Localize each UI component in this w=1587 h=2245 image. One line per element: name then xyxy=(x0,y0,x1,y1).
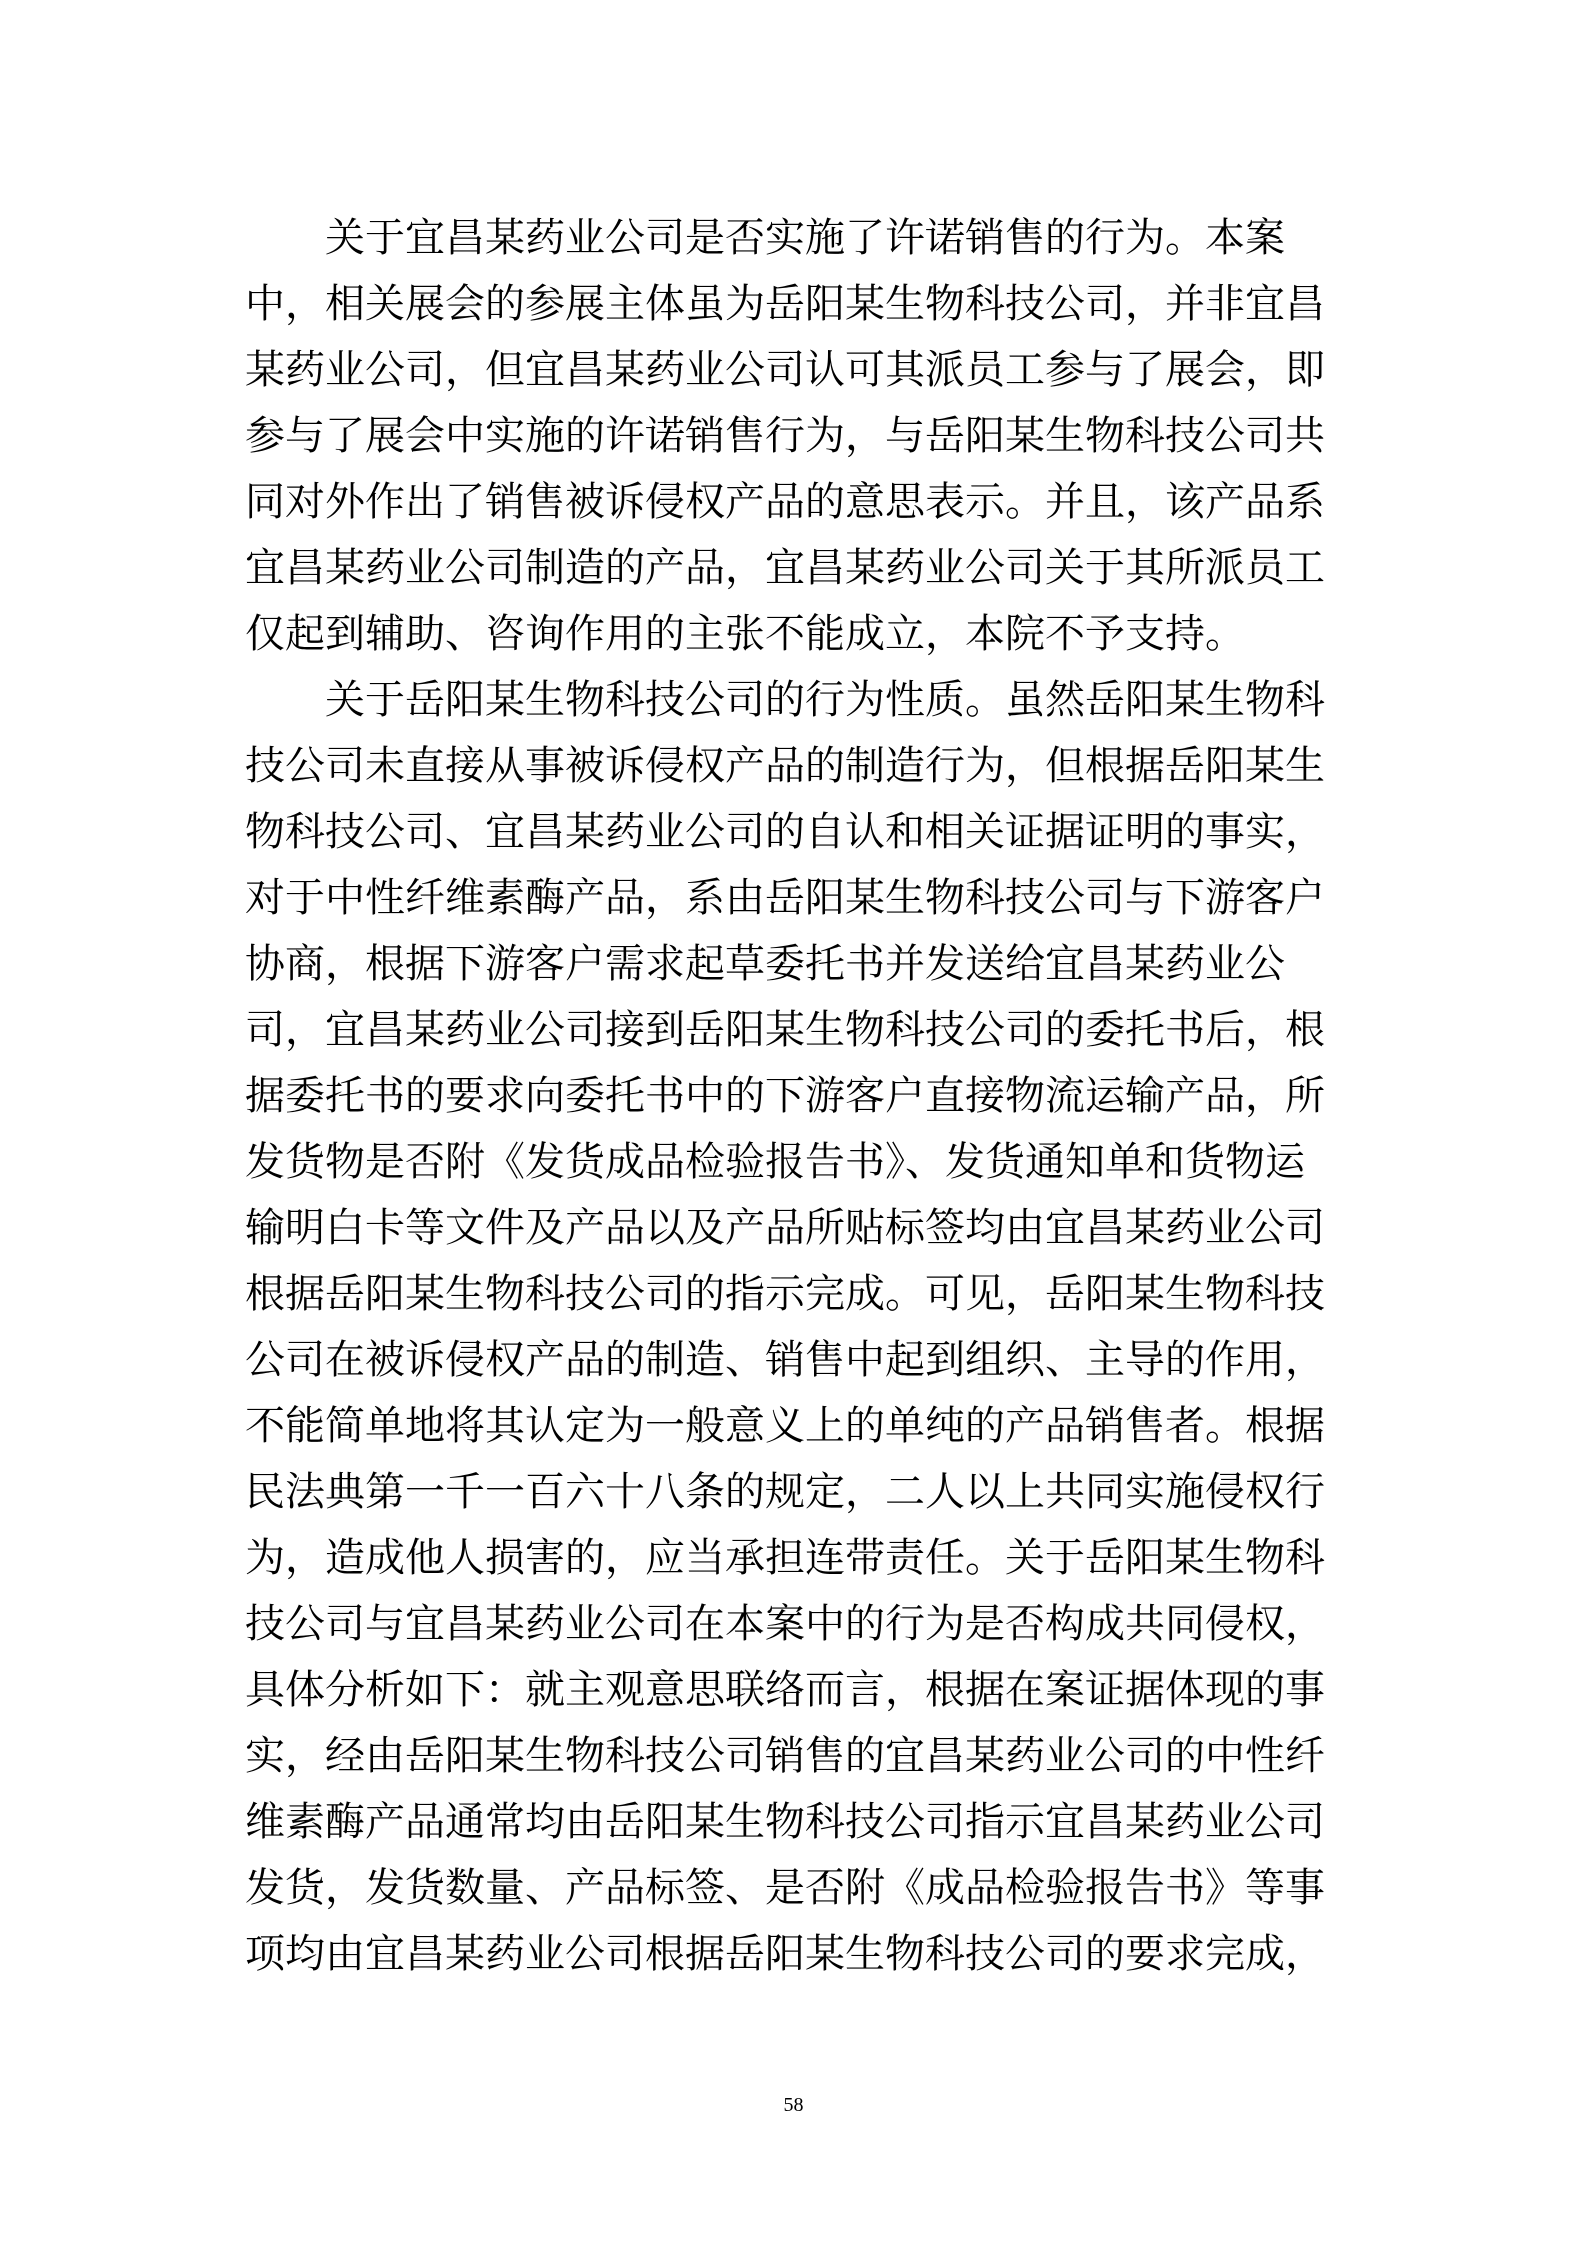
text-line: 宜昌某药业公司制造的产品，宜昌某药业公司关于其所派员工 xyxy=(245,545,1325,591)
text-line: 中，相关展会的参展主体虽为岳阳某生物科技公司，并非宜昌 xyxy=(245,281,1325,327)
paragraph-1 xyxy=(245,205,1325,667)
text-line: 某药业公司，但宜昌某药业公司认可其派员工参与了展会，即 xyxy=(245,347,1325,393)
text-line: 不能简单地将其认定为一般意义上的单纯的产品销售者。根据 xyxy=(245,1403,1325,1449)
text-line: 输明白卡等文件及产品以及产品所贴标签均由宜昌某药业公司 xyxy=(245,1205,1325,1251)
text-line: 协商，根据下游客户需求起草委托书并发送给宜昌某药业公 xyxy=(245,941,1285,987)
page-number: 58 xyxy=(783,2094,804,2116)
text-line: 项均由宜昌某药业公司根据岳阳某生物科技公司的要求完成， xyxy=(245,1931,1325,1977)
text-line: 发货，发货数量、产品标签、是否附《成品检验报告书》等事 xyxy=(245,1865,1325,1911)
paragraph-2 xyxy=(245,667,1325,1987)
text-line: 为，造成他人损害的，应当承担连带责任。关于岳阳某生物科 xyxy=(245,1535,1325,1581)
text-line: 对于中性纤维素酶产品，系由岳阳某生物科技公司与下游客户 xyxy=(245,875,1325,921)
text-line: 技公司未直接从事被诉侵权产品的制造行为，但根据岳阳某生 xyxy=(245,743,1325,789)
text-line: 物科技公司、宜昌某药业公司的自认和相关证据证明的事实， xyxy=(245,809,1325,855)
text-line: 同对外作出了销售被诉侵权产品的意思表示。并且，该产品系 xyxy=(245,479,1325,525)
text-line: 关于宜昌某药业公司是否实施了许诺销售的行为。本案 xyxy=(325,215,1285,261)
text-line: 维素酶产品通常均由岳阳某生物科技公司指示宜昌某药业公司 xyxy=(245,1799,1325,1845)
text-line: 民法典第一千一百六十八条的规定，二人以上共同实施侵权行 xyxy=(245,1469,1325,1515)
text-line: 公司在被诉侵权产品的制造、销售中起到组织、主导的作用， xyxy=(245,1337,1325,1383)
text-line: 发货物是否附《发货成品检验报告书》、发货通知单和货物运 xyxy=(245,1139,1305,1185)
body-text xyxy=(245,205,1325,1987)
text-line: 司，宜昌某药业公司接到岳阳某生物科技公司的委托书后，根 xyxy=(245,1007,1325,1053)
text-line: 据委托书的要求向委托书中的下游客户直接物流运输产品，所 xyxy=(245,1073,1325,1119)
text-line: 实，经由岳阳某生物科技公司销售的宜昌某药业公司的中性纤 xyxy=(245,1733,1325,1779)
text-line: 关于岳阳某生物科技公司的行为性质。虽然岳阳某生物科 xyxy=(325,677,1325,723)
text-line: 具体分析如下：就主观意思联络而言，根据在案证据体现的事 xyxy=(245,1667,1325,1713)
text-line: 仅起到辅助、咨询作用的主张不能成立，本院不予支持。 xyxy=(245,611,1245,657)
text-line: 参与了展会中实施的许诺销售行为，与岳阳某生物科技公司共 xyxy=(245,413,1325,459)
text-line: 技公司与宜昌某药业公司在本案中的行为是否构成共同侵权， xyxy=(245,1601,1325,1647)
text-line: 根据岳阳某生物科技公司的指示完成。可见，岳阳某生物科技 xyxy=(245,1271,1325,1317)
